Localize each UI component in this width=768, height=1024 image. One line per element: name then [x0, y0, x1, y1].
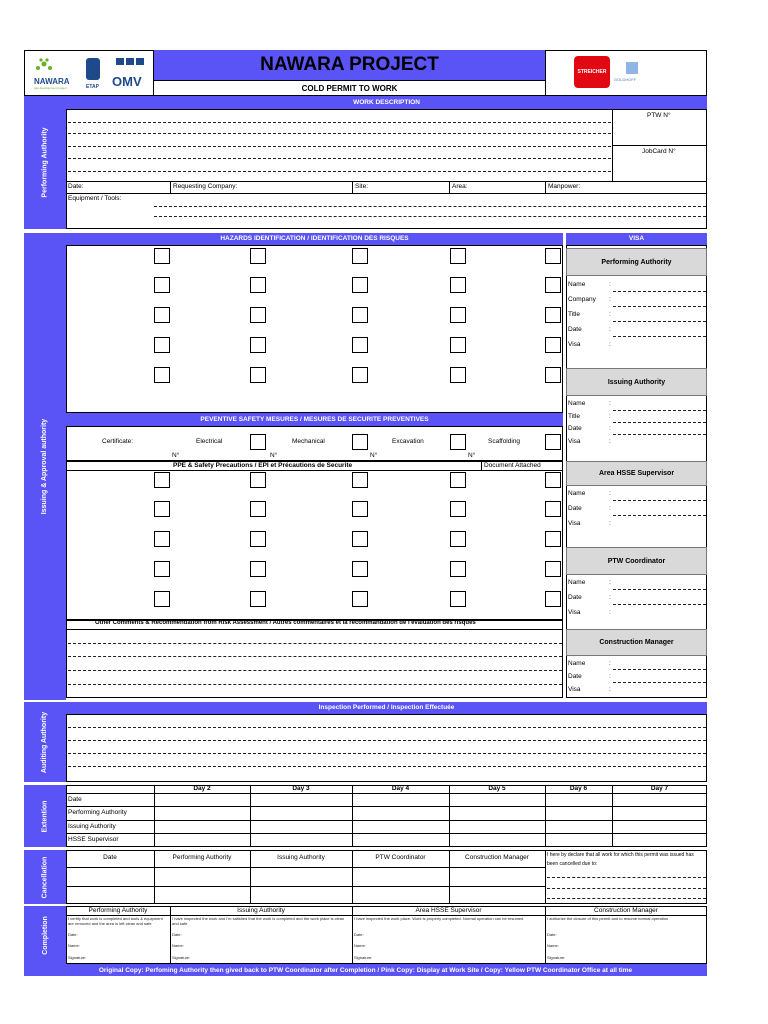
title-banner [154, 50, 546, 80]
extension-row-label: HSSE Supervisor [68, 836, 119, 843]
cancellation-header: Performing Authority [172, 854, 232, 861]
hazard-checkbox[interactable] [250, 307, 266, 323]
completion-header: Performing Authority [88, 907, 148, 914]
streicher-logo-text: STREICHER [577, 69, 607, 75]
partner-logo-icon [626, 62, 638, 74]
nawara-logo-sub: gas development project [34, 86, 67, 90]
visa-ptw-title: PTW Coordinator [566, 547, 707, 575]
document-checkbox[interactable] [545, 561, 561, 577]
area-label: Area: [452, 183, 468, 190]
visa-field: Date [568, 673, 582, 680]
date-label: Date: [68, 183, 84, 190]
ptw-no-label: PTW N° [647, 112, 671, 119]
extension-day-header: Day 6 [569, 785, 588, 792]
work-description-box [66, 109, 707, 229]
extension-day-header: Day 3 [292, 785, 310, 792]
work-description-title: WORK DESCRIPTION [66, 96, 707, 109]
requesting-company-label: Requesting Company: [173, 183, 238, 190]
hazard-checkbox[interactable] [545, 307, 561, 323]
visa-field: Company [568, 296, 596, 303]
visa-field: Name [568, 660, 586, 667]
ppe-box [66, 461, 563, 620]
site-label: Site: [355, 183, 369, 190]
ppe-checkbox[interactable] [250, 531, 266, 547]
hazard-checkbox[interactable] [352, 248, 368, 264]
hazard-checkbox[interactable] [450, 367, 466, 383]
completion-statement: I certify that work is completed and tools & equipment are removed and the area is left clean and safe [68, 916, 163, 926]
hazard-checkbox[interactable] [545, 277, 561, 293]
hazard-checkbox[interactable] [352, 337, 368, 353]
extension-day-header: Day 4 [391, 785, 410, 792]
cancellation-header: Construction Manager [465, 854, 529, 861]
hazard-checkbox[interactable] [154, 248, 170, 264]
cancellation-header: Date [103, 854, 117, 861]
ppe-checkbox[interactable] [450, 472, 466, 488]
hazard-checkbox[interactable] [545, 367, 561, 383]
completion-statement: I authorize the closure of this permit and to resume normal operation [547, 916, 669, 921]
hazard-checkbox[interactable] [250, 367, 266, 383]
hazard-checkbox[interactable] [250, 277, 266, 293]
document-checkbox[interactable] [545, 501, 561, 517]
hazard-checkbox[interactable] [154, 367, 170, 383]
extension-day-header: Day 2 [193, 785, 211, 792]
project-title: NAWARA PROJECT [260, 54, 439, 75]
streicher-logo [574, 56, 610, 88]
permit-title: COLD PERMIT TO WORK [301, 84, 398, 93]
hazard-checkbox[interactable] [250, 248, 266, 264]
scaffolding-checkbox[interactable] [545, 434, 561, 450]
manpower-label: Manpower: [548, 183, 581, 190]
visa-field: Visa [568, 609, 581, 616]
equipment-label: Equipment / Tools: [68, 195, 122, 202]
hazard-checkbox[interactable] [450, 307, 466, 323]
hazard-checkbox[interactable] [450, 337, 466, 353]
hazards-box [66, 245, 563, 413]
mechanical-label: Mechanical [292, 438, 325, 445]
visa-field: Visa [568, 686, 581, 693]
hazard-checkbox[interactable] [450, 277, 466, 293]
permit-subtitle-bar [154, 80, 546, 96]
ppe-title: PPE & Safety Precautions / EPI et Précautions de Securite [173, 462, 353, 469]
visa-issuing-title: Issuing Authority [566, 368, 707, 396]
visa-field: Name [568, 281, 586, 288]
ppe-checkbox[interactable] [352, 591, 368, 607]
inspection-title: Inspection Performed / Inspection Effectuée [66, 702, 707, 714]
cancellation-header: Issuing Authority [277, 854, 325, 861]
certificate-label: Certificate: [102, 438, 134, 445]
excavation-label: Excavation [392, 438, 424, 445]
extension-row-label: Issuing Authority [68, 823, 116, 830]
ppe-checkbox[interactable] [154, 531, 170, 547]
nawara-logo-text: NAWARA [34, 77, 70, 86]
ppe-checkbox[interactable] [450, 561, 466, 577]
side-performing-authority: Performing Authority [24, 96, 66, 229]
visa-field: Visa [568, 341, 581, 348]
side-extension: Extention [24, 785, 66, 847]
electrical-label: Electrical [196, 438, 223, 445]
hazard-checkbox[interactable] [352, 367, 368, 383]
side-auditing-authority: Auditing Authority [24, 702, 66, 782]
visa-field: Date [568, 594, 582, 601]
side-completion: Completion [24, 906, 66, 964]
permit-form: NAWARA gas development project ETAP OMV NAWARA PROJECT COLD PERMIT TO WORK STREICHER GOLDHOFF Performing Authority WORK DESCRIPTION PTW N° JobCard N° Date: Requesting Company: Site: Area: Manpower: Equipment / Tools: Issuing & Approval authority HAZARDS IDENTIFICATION / IDENTIFICATION DES RISQUES PEVENTIVE SAFETY MESURES / MESURES DE SECURITE PREVENTIVES Certificate: Electrical Mechanical Excavation Scaffolding N° N° N° N° PPE & Safety Precautions / EPI et Précautions de Securite Document Attached Other Comments & Recommendation from Risk Assessment / Autres commentaires et la recommandation de l'évaluation des risques VISA Performing Authority Name Company Title Date Visa : : : : : Issuing Authority Name Title Date Visa : : : : Area HSSE Supervisor Name Date Visa : : : PTW Coordinator Name Date Visa : : : Construction Manager Name Date Visa : : : Auditing Authority Inspection Performed / Inspection Effectuée Extention Day 2 Day 3 Day 4 Day 5 Day 6 Day 7 Date Performing Authority Issuing Authority HSSE Supervisor Cancellation Date Performing Authority Issuing Authority PTW Coordinator Construction Manager I here by declare that all work for which this permit was issued has been cancelled due to: Completion Performing Authority Issuing Authority Area HSSE Supervisor Construction Manager I certify that work is completed and tools & equipment are removed and the area is left clean and safe I have inspected the work and I'm satisfied that the work is completed and the work place is clean and safe I have inspected the work place. Work is properly completed. Normal operation can be resumed I authorize the closure of this permit and to resume normal operation Date: Name: Signature: Date: Name: Signature: Date: Name: Signature: Date: Name: Signature: Original Copy: Perfoming Authority then gived back to PTW Coordinator after Completion / Pink Copy: Display at Work Site / Copy: Yellow PTW Coordinator Office at all time [0, 0, 768, 1024]
inspection-box [66, 714, 707, 782]
completion-header: Construction Manager [594, 907, 658, 914]
ppe-checkbox[interactable] [154, 472, 170, 488]
partner-logo-text: GOLDHOFF [614, 77, 637, 82]
hazard-checkbox[interactable] [154, 337, 170, 353]
visa-construction-title: Construction Manager [566, 629, 707, 656]
ppe-checkbox[interactable] [352, 561, 368, 577]
etap-logo-text: ETAP [86, 84, 99, 90]
preventive-title: PEVENTIVE SAFETY MESURES / MESURES DE SECURITE PREVENTIVES [66, 413, 563, 426]
hazard-checkbox[interactable] [545, 248, 561, 264]
ppe-checkbox[interactable] [352, 531, 368, 547]
hazard-checkbox[interactable] [352, 307, 368, 323]
excavation-checkbox[interactable] [450, 434, 466, 450]
visa-field: Date [568, 425, 582, 432]
ppe-checkbox[interactable] [250, 472, 266, 488]
extension-day-header: Day 7 [650, 785, 669, 792]
visa-field: Name [568, 490, 586, 497]
hazard-checkbox[interactable] [250, 337, 266, 353]
ppe-checkbox[interactable] [250, 501, 266, 517]
visa-performing-title: Performing Authority [566, 248, 707, 276]
hazard-checkbox[interactable] [154, 277, 170, 293]
scaffolding-label: Scaffolding [488, 438, 521, 445]
visa-field: Title [568, 413, 581, 420]
visa-field: Title [568, 311, 581, 318]
visa-field: Name [568, 579, 586, 586]
visa-field: Date [568, 505, 582, 512]
ppe-checkbox[interactable] [154, 501, 170, 517]
extension-day-header: Day 5 [488, 785, 506, 792]
comments-title: Other Comments & Recommendation from Risk Assessment / Autres commentaires et la recommandation de l'évaluation des risques [95, 620, 476, 626]
excavation-no: N° [370, 452, 378, 459]
ppe-checkbox[interactable] [154, 561, 170, 577]
ppe-checkbox[interactable] [450, 591, 466, 607]
hazard-checkbox[interactable] [450, 248, 466, 264]
scaffolding-no: N° [468, 452, 476, 459]
ppe-checkbox[interactable] [450, 531, 466, 547]
completion-header: Issuing Authority [237, 907, 285, 914]
side-issuing-approval: Issuing & Approval authority [24, 233, 66, 700]
visa-field: Visa [568, 438, 581, 445]
document-attached-label: Document Attached [484, 462, 541, 469]
electrical-no: N° [172, 452, 180, 459]
ppe-checkbox[interactable] [250, 561, 266, 577]
left-logos [24, 50, 154, 96]
ppe-checkbox[interactable] [154, 591, 170, 607]
document-checkbox[interactable] [545, 591, 561, 607]
footer-text: Original Copy: Perfoming Authority then gived back to PTW Coordinator after Completion / Pink Copy: Display at Work Site / Copy: Yellow PTW Coordinator Office at all time [98, 966, 633, 974]
ppe-checkbox[interactable] [450, 501, 466, 517]
hazard-checkbox[interactable] [154, 307, 170, 323]
completion-statement: I have inspected the work and I'm satisfied that the work is completed and the work place is clean and safe [172, 916, 345, 926]
mechanical-no: N° [270, 452, 278, 459]
completion-statement: I have inspected the work place. Work is properly completed. Normal operation can be resumed [354, 916, 524, 921]
mechanical-checkbox[interactable] [352, 434, 368, 450]
omv-logo-text: OMV [112, 74, 142, 89]
cancellation-declaration: I here by declare that all work for which this permit was issued has been cancelled due to: [547, 852, 694, 867]
jobcard-no-label: JobCard N° [642, 148, 676, 155]
visa-field: Visa [568, 520, 581, 527]
ppe-checkbox[interactable] [352, 472, 368, 488]
extension-row-label: Performing Authority [68, 809, 127, 816]
ppe-checkbox[interactable] [352, 501, 368, 517]
completion-header: Area HSSE Supervisor [415, 907, 482, 914]
footer-bar [24, 964, 707, 976]
visa-field: Name [568, 400, 586, 407]
ppe-checkbox[interactable] [250, 591, 266, 607]
hazards-title: HAZARDS IDENTIFICATION / IDENTIFICATION DES RISQUES [66, 233, 563, 245]
visa-title: VISA [566, 233, 707, 245]
comments-box [66, 620, 563, 698]
hazard-checkbox[interactable] [352, 277, 368, 293]
extension-table [66, 785, 707, 847]
cancellation-header: PTW Coordinator [375, 854, 426, 861]
extension-row-label: Date [68, 796, 82, 803]
visa-field: Date [568, 326, 582, 333]
visa-hsse-title: Area HSSE Supervisor [566, 461, 707, 486]
hazard-checkbox[interactable] [545, 337, 561, 353]
document-checkbox[interactable] [545, 472, 561, 488]
electrical-checkbox[interactable] [250, 434, 266, 450]
side-cancellation: Cancellation [24, 850, 66, 904]
document-checkbox[interactable] [545, 531, 561, 547]
